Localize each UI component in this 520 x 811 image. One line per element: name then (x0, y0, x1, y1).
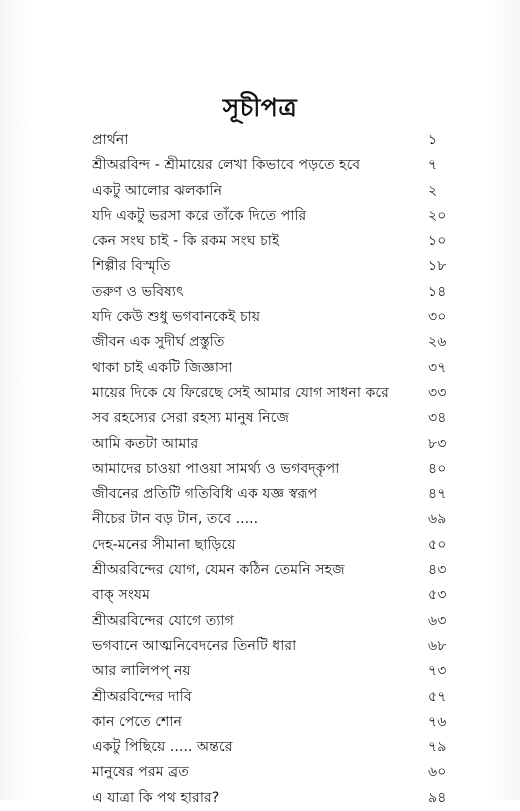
toc-entry (92, 356, 472, 381)
toc-entry-page: ৬৩ (428, 612, 447, 629)
toc-entry-page: ১৪ (428, 283, 447, 300)
toc-entry-page: ১৮ (428, 258, 447, 275)
toc-entry-page: ৪৭ (428, 486, 447, 503)
toc-entry-title: ভগবানে আত্মনিবেদনের তিনটি ধারা (92, 637, 297, 654)
toc-entry-page: ৩৪ (428, 410, 447, 427)
toc-entry (92, 153, 472, 178)
toc-entry-page: ৪৩ (428, 562, 447, 579)
toc-entry-title: এ যাত্রা কি পথ হারার? (92, 789, 220, 806)
toc-entry-title: সব রহস্যের সেরা রহস্য মানুষ নিজে (92, 410, 290, 427)
toc-entry-title: কেন সংঘ চাই - কি রকম সংঘ চাই (92, 233, 280, 250)
toc-entry (92, 482, 472, 507)
table-of-contents (92, 128, 472, 811)
toc-entry-title: যদি কেউ শুধু ভগবানকেই চায় (92, 309, 261, 326)
toc-entry-title: প্রার্থনা (92, 132, 129, 148)
toc-entry-title: মানুষের পরম ব্রত (92, 764, 189, 781)
toc-entry-title: শ্রীঅরবিন্দের যোগে ত্যাগ (92, 612, 234, 629)
toc-entry (92, 735, 472, 760)
toc-entry-page: ৭৬ (428, 713, 447, 730)
toc-entry (92, 179, 472, 204)
toc-entry-page: ২৬ (428, 334, 447, 351)
toc-entry (92, 533, 472, 558)
toc-entry (92, 305, 472, 330)
toc-entry-title: শিল্পীর বিস্মৃতি (92, 258, 171, 275)
toc-entry-title: কান পেতে শোন (92, 713, 182, 730)
toc-entry-title: আর লালিপপ্ নয় (92, 663, 191, 680)
toc-entry (92, 659, 472, 684)
toc-entry-page: ২ (428, 182, 438, 199)
toc-entry-page: ৫০ (428, 536, 447, 553)
toc-entry-title: আমি কতটা আমার (92, 435, 199, 452)
toc-entry-page: ৬৮ (428, 637, 447, 654)
toc-entry (92, 330, 472, 355)
toc-entry-page: ৭৯ (428, 739, 447, 756)
toc-entry-page: ২০ (428, 207, 447, 224)
toc-entry-title: তরুণ ও ভবিষ্যৎ (92, 283, 184, 300)
toc-entry (92, 457, 472, 482)
toc-entry-page: ৫৭ (428, 688, 447, 705)
toc-entry-page: ৭ (428, 157, 438, 174)
toc-entry-title: নীচের টান বড় টান, তবে ..... (92, 511, 259, 528)
toc-entry (92, 406, 472, 431)
toc-entry (92, 254, 472, 279)
toc-entry (92, 685, 472, 710)
toc-entry (92, 432, 472, 457)
toc-entry (92, 280, 472, 305)
toc-entry (92, 710, 472, 735)
toc-entry-page: ৭৩ (428, 663, 447, 680)
toc-entry-title: একটু পিছিয়ে ..... অন্তরে (92, 739, 233, 756)
toc-entry-title: একটু আলোর ঝলকানি (92, 182, 223, 199)
toc-entry (92, 507, 472, 532)
toc-entry (92, 760, 472, 785)
toc-entry-title: যদি একটু ভরসা করে তাঁকে দিতে পারি (92, 207, 307, 224)
toc-entry (92, 786, 472, 811)
toc-entry-title: থাকা চাই একটি জিজ্ঞাসা (92, 359, 233, 376)
toc-entry-page: ৯৪ (428, 789, 447, 806)
toc-entry (92, 128, 472, 153)
toc-entry-page: ৫৩ (428, 587, 447, 604)
page-title: সূচীপত্র (222, 93, 298, 122)
toc-entry-title: জীবনের প্রতিটি গতিবিধি এক যজ্ঞ স্বরূপ (92, 486, 318, 503)
toc-entry (92, 204, 472, 229)
toc-entry-title: শ্রীঅরবিন্দ - শ্রীমায়ের লেখা কিভাবে পড়তে হবে (92, 157, 361, 174)
toc-entry-title: শ্রীঅরবিন্দের যোগ, যেমন কঠিন তেমনি সহজ (92, 562, 345, 579)
toc-entry-page: ৮৩ (428, 435, 447, 452)
toc-entry-page: ৪০ (428, 460, 447, 477)
toc-entry-page: ১ (428, 132, 438, 148)
toc-entry-title: শ্রীঅরবিন্দের দাবি (92, 688, 192, 705)
toc-entry (92, 634, 472, 659)
toc-entry (92, 609, 472, 634)
toc-entry-page: ৬৯ (428, 511, 447, 528)
toc-entry-page: ৩০ (428, 309, 447, 326)
toc-entry-page: ৬০ (428, 764, 447, 781)
toc-entry (92, 583, 472, 608)
toc-entry (92, 558, 472, 583)
toc-entry-page: ৩৩ (428, 384, 447, 401)
toc-entry-page: ৩৭ (428, 359, 447, 376)
toc-entry-title: বাক্ সংযম (92, 587, 150, 604)
toc-entry-title: মায়ের দিকে যে ফিরেছে সেই আমার যোগ সাধনা করে (92, 384, 389, 401)
toc-entry (92, 229, 472, 254)
toc-entry-title: আমাদের চাওয়া পাওয়া সামর্থ্য ও ভগবদ্কৃপা (92, 460, 340, 477)
toc-entry-page: ১০ (428, 233, 447, 250)
toc-entry-title: জীবন এক সুদীর্ঘ প্রস্তুতি (92, 334, 225, 351)
toc-entry (92, 381, 472, 406)
toc-entry-title: দেহ-মনের সীমানা ছাড়িয়ে (92, 536, 236, 553)
